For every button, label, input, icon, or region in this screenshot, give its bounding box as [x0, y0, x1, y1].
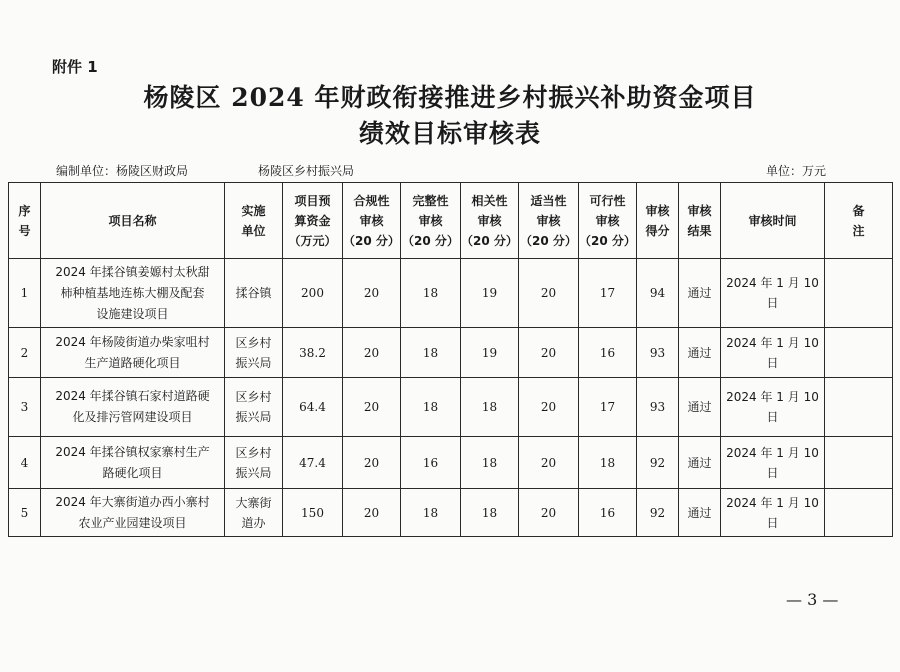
header-compliance: 合规性 审核 （20 分） — [343, 183, 401, 259]
cell-feasibility: 16 — [579, 328, 637, 378]
table-row — [9, 259, 893, 328]
cell-remark — [825, 437, 893, 489]
document-title-line2: 绩效目标审核表 — [358, 119, 541, 148]
document-title-line1: 杨陵区 2024 年财政衔接推进乡村振兴补助资金项目 — [143, 83, 757, 112]
cell-appropriateness: 20 — [519, 259, 579, 328]
cell-project-name: 2024 年揉谷镇姜嫄村太秋甜 柿种植基地连栋大棚及配套 设施建设项目 — [41, 259, 225, 328]
cell-score: 92 — [637, 489, 679, 537]
cell-appropriateness: 20 — [519, 328, 579, 378]
header-feasibility: 可行性 审核 （20 分） — [579, 183, 637, 259]
cell-feasibility: 18 — [579, 437, 637, 489]
cell-relevance: 18 — [461, 489, 519, 537]
cell-completeness: 18 — [401, 259, 461, 328]
cell-appropriateness: 20 — [519, 378, 579, 437]
cell-seq: 5 — [9, 489, 41, 537]
header-remark: 备 注 — [825, 183, 893, 259]
header-result: 审核 结果 — [679, 183, 721, 259]
attachment-label: 附件 1 — [52, 58, 98, 76]
cell-result: 通过 — [679, 259, 721, 328]
cell-appropriateness: 20 — [519, 437, 579, 489]
page-number: — 3 — — [786, 590, 839, 609]
header-appropriateness: 适当性 审核 （20 分） — [519, 183, 579, 259]
cell-impl-unit: 区乡村 振兴局 — [225, 378, 283, 437]
cell-impl-unit: 区乡村 振兴局 — [225, 437, 283, 489]
cell-relevance: 18 — [461, 378, 519, 437]
cell-remark — [825, 328, 893, 378]
cell-time: 2024 年 1 月 10 日 — [721, 259, 825, 328]
cell-remark — [825, 489, 893, 537]
cell-result: 通过 — [679, 328, 721, 378]
review-table — [8, 182, 893, 537]
cell-result: 通过 — [679, 437, 721, 489]
cell-impl-unit: 区乡村 振兴局 — [225, 328, 283, 378]
cell-project-name: 2024 年杨陵街道办柴家咀村 生产道路硬化项目 — [41, 328, 225, 378]
header-impl: 实施 单位 — [225, 183, 283, 259]
cell-project-name: 2024 年大寨街道办西小寨村 农业产业园建设项目 — [41, 489, 225, 537]
cell-score: 92 — [637, 437, 679, 489]
cell-budget: 200 — [283, 259, 343, 328]
cell-compliance: 20 — [343, 328, 401, 378]
cell-relevance: 19 — [461, 328, 519, 378]
cell-time: 2024 年 1 月 10 日 — [721, 437, 825, 489]
header-time: 审核时间 — [721, 183, 825, 259]
cell-impl-unit: 揉谷镇 — [225, 259, 283, 328]
cell-compliance: 20 — [343, 489, 401, 537]
cell-appropriateness: 20 — [519, 489, 579, 537]
cell-completeness: 18 — [401, 328, 461, 378]
cell-impl-unit: 大寨街 道办 — [225, 489, 283, 537]
cell-score: 93 — [637, 378, 679, 437]
cell-score: 93 — [637, 328, 679, 378]
header-relevance: 相关性 审核 （20 分） — [461, 183, 519, 259]
cell-result: 通过 — [679, 489, 721, 537]
cell-time: 2024 年 1 月 10 日 — [721, 328, 825, 378]
cell-seq: 4 — [9, 437, 41, 489]
table-row — [9, 378, 893, 437]
cell-budget: 150 — [283, 489, 343, 537]
compiler-unit-2: 杨陵区乡村振兴局 — [258, 164, 355, 178]
cell-seq: 1 — [9, 259, 41, 328]
table-row — [9, 489, 893, 537]
cell-completeness: 18 — [401, 489, 461, 537]
cell-score: 94 — [637, 259, 679, 328]
cell-feasibility: 17 — [579, 378, 637, 437]
cell-completeness: 18 — [401, 378, 461, 437]
header-name: 项目名称 — [41, 183, 225, 259]
cell-time: 2024 年 1 月 10 日 — [721, 489, 825, 537]
table-header-row — [9, 183, 893, 259]
cell-result: 通过 — [679, 378, 721, 437]
cell-seq: 2 — [9, 328, 41, 378]
table-row — [9, 437, 893, 489]
cell-project-name: 2024 年揉谷镇石家村道路硬 化及排污管网建设项目 — [41, 378, 225, 437]
cell-remark — [825, 378, 893, 437]
header-seq: 序 号 — [9, 183, 41, 259]
header-score: 审核 得分 — [637, 183, 679, 259]
cell-relevance: 19 — [461, 259, 519, 328]
currency-unit: 单位：万元 — [766, 164, 827, 178]
cell-time: 2024 年 1 月 10 日 — [721, 378, 825, 437]
table-row — [9, 328, 893, 378]
cell-budget: 47.4 — [283, 437, 343, 489]
cell-remark — [825, 259, 893, 328]
cell-seq: 3 — [9, 378, 41, 437]
cell-compliance: 20 — [343, 378, 401, 437]
cell-feasibility: 16 — [579, 489, 637, 537]
cell-budget: 64.4 — [283, 378, 343, 437]
cell-completeness: 16 — [401, 437, 461, 489]
cell-compliance: 20 — [343, 437, 401, 489]
header-completeness: 完整性 审核 （20 分） — [401, 183, 461, 259]
cell-relevance: 18 — [461, 437, 519, 489]
cell-compliance: 20 — [343, 259, 401, 328]
cell-project-name: 2024 年揉谷镇权家寨村生产 路硬化项目 — [41, 437, 225, 489]
cell-budget: 38.2 — [283, 328, 343, 378]
compiler-unit: 编制单位：杨陵区财政局 — [56, 164, 189, 178]
header-budget: 项目预 算资金 （万元） — [283, 183, 343, 259]
cell-feasibility: 17 — [579, 259, 637, 328]
